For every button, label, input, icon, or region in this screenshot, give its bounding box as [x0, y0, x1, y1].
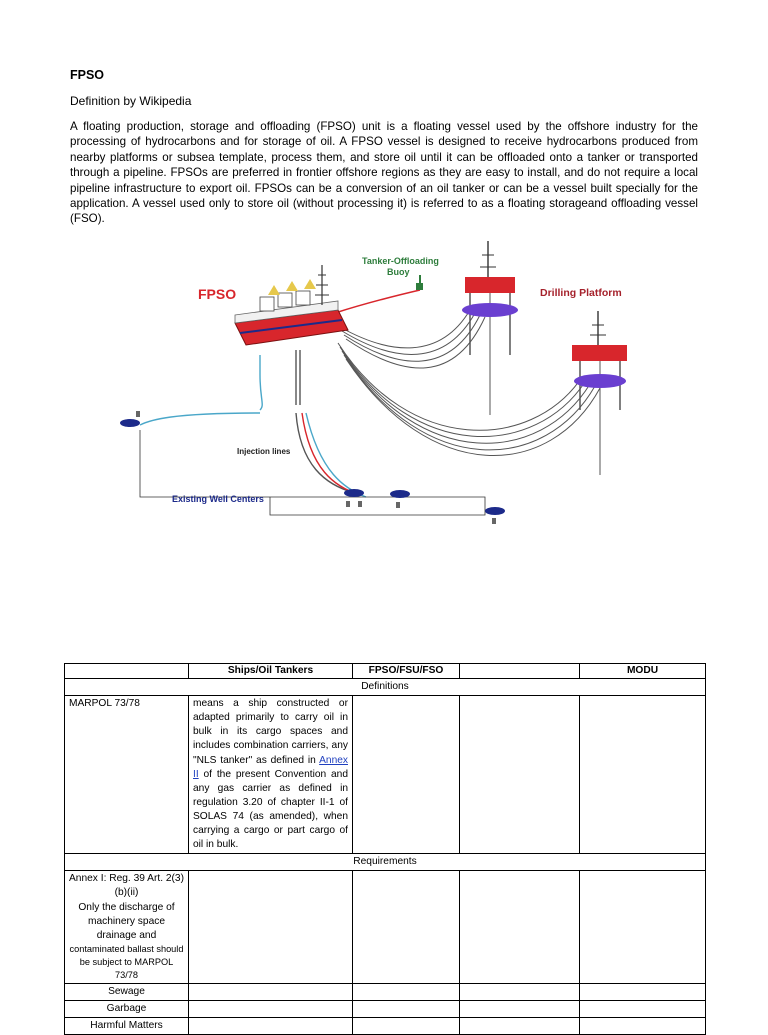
annex-text: Only the discharge of machinery space drainage and [78, 901, 175, 941]
table-cell [460, 1000, 580, 1017]
table-cell: MARPOL 73/78 [65, 696, 189, 854]
table-row [65, 983, 706, 1000]
table-cell: Garbage [65, 1000, 189, 1017]
annex-text: contaminated ballast should be subject to MARPOL 73/78 [69, 943, 184, 980]
table-header-cell: FPSO/FSU/FSO [353, 664, 460, 679]
table-cell [353, 1017, 460, 1034]
drilling-platform-1 [462, 241, 518, 415]
table-cell [353, 696, 460, 854]
table-cell [460, 1017, 580, 1034]
definition-cell [189, 696, 353, 854]
table-cell [353, 1000, 460, 1017]
section-row-requirements [65, 854, 706, 871]
table-cell [189, 1017, 353, 1034]
fpso-vessel [235, 265, 348, 345]
fpso-diagram [110, 235, 650, 525]
document-title: FPSO [70, 68, 105, 82]
table-cell [580, 871, 706, 983]
table-header-cell [460, 664, 580, 679]
section-heading: Requirements [65, 854, 706, 871]
table-header-row [65, 664, 706, 679]
table-cell [580, 983, 706, 1000]
buoy-label-line2: Buoy [387, 267, 410, 277]
table-cell [353, 871, 460, 983]
table-cell [580, 1000, 706, 1017]
section-heading: Definitions [65, 679, 706, 696]
annex-cell [65, 871, 189, 983]
table-cell [460, 696, 580, 854]
table-row [65, 1017, 706, 1034]
drilling-platform-label: Drilling Platform [540, 287, 622, 299]
buoy-marker [416, 283, 423, 290]
injection-lines-label: Injection lines [237, 447, 291, 456]
table-cell [580, 696, 706, 854]
comparison-table [64, 663, 706, 1035]
table-cell [460, 983, 580, 1000]
fpso-label: FPSO [198, 286, 237, 302]
table-header-cell: Ships/Oil Tankers [189, 664, 353, 679]
annex-text: Annex I: Reg. 39 Art. 2(3)(b)(ii) [69, 873, 184, 899]
buoy-hose [335, 290, 420, 313]
annex-ii-link[interactable]: Annex II [193, 754, 348, 780]
table-header-cell [65, 664, 189, 679]
table-cell [189, 1000, 353, 1017]
table-row [65, 871, 706, 983]
table-cell [353, 983, 460, 1000]
table-cell: Harmful Matters [65, 1017, 189, 1034]
table-header-cell: MODU [580, 664, 706, 679]
table-cell: Sewage [65, 983, 189, 1000]
table-cell [580, 1017, 706, 1034]
definition-text: of the present Convention and any gas carrier as defined in regulation 3.20 of chapter II-1 of SOLAS 74 (as amended), when carrying a cargo or part cargo of oil in bulk. [193, 768, 348, 851]
section-row-definitions [65, 679, 706, 696]
riser-lines [338, 310, 600, 455]
table-row [65, 696, 706, 854]
well-centers-label: Existing Well Centers [172, 494, 264, 504]
well-center-icons [120, 411, 505, 524]
drilling-platform-2 [572, 311, 627, 475]
table-cell [189, 871, 353, 983]
definition-paragraph: A floating production, storage and offloading (FPSO) unit is a floating vessel used by the offshore industry for the processing of hydrocarbons and for storage of oil. A FPSO vessel is designed to receive hydrocarbons produced from nearby platforms or subsea template, process them, and store oil until it can be offloaded onto a tanker or transported through a pipeline. FPSOs are preferred in frontier offshore regions as they are easy to install, and do not require a local pipeline infrastructure to export oil. FPSOs can be a conversion of an oil tanker or can be a vessel built specially for the application. A vessel used only to store oil (without processing it) is referred to as a floating storageand offloading vessel (FSO). [70, 120, 698, 226]
table-row [65, 1000, 706, 1017]
table-cell [189, 983, 353, 1000]
buoy-label-line1: Tanker-Offloading [362, 256, 439, 266]
document-subtitle: Definition by Wikipedia [70, 94, 192, 108]
table-cell [460, 871, 580, 983]
definition-text: means a ship constructed or adapted primarily to carry oil in bulk in its cargo spaces and includes combination carriers, any "NLS tanker" as defined in [193, 698, 348, 766]
